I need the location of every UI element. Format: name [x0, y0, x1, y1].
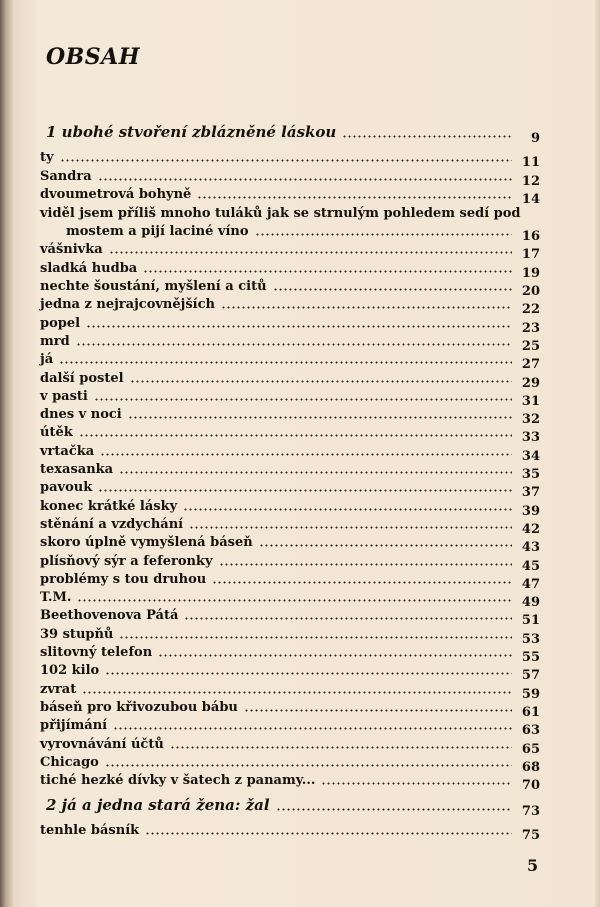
toc-entry-title: dnes v noci: [40, 407, 122, 423]
toc-entry-title: jedna z nejrajcovnějších: [40, 297, 215, 313]
toc-entry: [40, 476, 540, 501]
toc-entry-title: stěnání a vzdychání: [40, 516, 184, 532]
toc-entry-page: 17: [521, 247, 540, 263]
toc-entry-page: 11: [521, 155, 540, 171]
toc-entry-page: 42: [521, 521, 540, 537]
dot-leader: [145, 832, 512, 835]
toc-entry-title: 1 ubohé stvoření zblázněné láskou: [46, 123, 337, 141]
toc-entry: [40, 641, 540, 666]
toc-entry-title: mrd: [40, 333, 70, 349]
toc-entry-page: 20: [521, 284, 540, 300]
toc-entry: [40, 714, 540, 739]
toc-entry-page: 57: [521, 668, 540, 684]
toc-entry-page: 47: [521, 576, 540, 592]
toc-entry: [40, 403, 540, 428]
toc-section: [40, 791, 540, 820]
toc-entry-page: 16: [521, 229, 540, 245]
dot-leader: [94, 398, 512, 401]
toc-entry-page: 61: [521, 704, 540, 720]
toc-entry-title: vyrovnávání účtů: [40, 736, 164, 752]
toc-entry-title: mostem a pijí laciné víno: [66, 224, 249, 240]
toc-entry-title: útěk: [40, 425, 73, 441]
toc-entry-title: 39 stupňů: [40, 626, 114, 642]
dot-leader: [105, 672, 512, 675]
toc-entry-title: popel: [40, 315, 81, 331]
toc-entry-page: 34: [521, 448, 540, 464]
toc-entry-title: Sandra: [40, 168, 92, 184]
page-title: OBSAH: [46, 44, 141, 70]
dot-leader: [113, 727, 512, 730]
page-number: 5: [527, 856, 539, 875]
toc-entry-title: 2 já a jedna stará žena: žal: [46, 796, 270, 815]
toc-entry-page: 33: [521, 430, 540, 446]
dot-leader: [79, 434, 512, 437]
toc-entry: [40, 769, 540, 794]
dot-leader: [170, 746, 512, 749]
dot-leader: [119, 636, 512, 639]
toc-entry-title: báseň pro křivozubou bábu: [40, 699, 238, 715]
toc-entry-title: pavouk: [40, 480, 93, 496]
dot-leader: [60, 159, 512, 162]
toc-entry-page: 68: [521, 759, 540, 775]
toc-entry: [40, 385, 540, 409]
dot-leader: [273, 288, 512, 291]
toc-entry-title: slitovný telefon: [40, 645, 153, 661]
toc-entry-page: 12: [521, 173, 540, 189]
toc-entry-title: sladká hudba: [40, 260, 138, 276]
toc-entry-page: 22: [521, 302, 540, 318]
toc-entry: [40, 568, 540, 592]
toc-entry-title: tiché hezké dívky v šatech z panamy...: [40, 773, 316, 789]
toc-entry-page: 25: [521, 338, 540, 354]
toc-entry-title: texasanka: [40, 462, 114, 478]
toc-entry-title: v pasti: [40, 388, 88, 404]
toc-entry-page: 45: [521, 558, 540, 574]
toc-entry-title: Chicago: [40, 754, 99, 770]
toc-entry-title: plísňový sýr a feferonky: [40, 553, 213, 569]
dot-leader: [86, 325, 512, 328]
toc-entry-title: další postel: [40, 370, 124, 386]
dot-leader: [82, 691, 512, 694]
toc-entry-title: skoro úplně vymyšlená báseň: [40, 535, 253, 551]
toc-entry-title: T.M.: [40, 590, 72, 606]
toc-entry: [40, 677, 540, 702]
toc-entry: [40, 164, 540, 189]
dot-leader: [184, 617, 512, 620]
dot-leader: [219, 563, 513, 566]
toc-entry-page: 32: [521, 412, 540, 428]
toc-section: [40, 118, 540, 146]
toc-entry: [40, 513, 540, 537]
toc-entry-title: problémy s tou druhou: [40, 571, 207, 587]
toc-entry-page: 73: [521, 804, 540, 820]
dot-leader: [259, 544, 512, 547]
toc-entry-title: ty: [40, 150, 54, 166]
toc-entry-page: 14: [521, 191, 540, 207]
dot-leader: [109, 251, 512, 254]
toc-entry: [40, 696, 540, 720]
toc-entry: [40, 348, 540, 373]
toc-entry-title: přijímání: [40, 718, 108, 734]
toc-entry-page: 37: [521, 485, 540, 501]
toc-entry: [40, 146, 540, 171]
toc-entry-title: vrtačka: [40, 443, 95, 459]
toc-entry-page: 29: [521, 375, 540, 391]
toc-entry-page: 23: [521, 320, 540, 336]
toc-entry-title: viděl jsem příliš mnoho tuláků jak se strnulým pohledem sedí pod: [40, 205, 521, 221]
dot-leader: [59, 361, 512, 364]
toc-entry-title: tenhle básník: [40, 823, 140, 839]
toc-entry: [40, 183, 540, 207]
toc-entry-title: konec krátké lásky: [40, 498, 178, 514]
toc-entry: [40, 458, 540, 483]
toc-entry: [40, 311, 540, 336]
dot-leader: [342, 135, 512, 138]
dot-leader: [119, 471, 512, 474]
toc-entry-page: 65: [521, 741, 540, 757]
dot-leader: [321, 782, 512, 785]
dot-leader: [143, 270, 512, 273]
dot-leader: [128, 416, 512, 419]
dot-leader: [130, 380, 512, 383]
toc-entry: [40, 238, 540, 263]
toc-entry-page: 51: [521, 613, 540, 629]
toc-entry-page: 70: [521, 778, 540, 794]
dot-leader: [197, 196, 512, 199]
toc-entry-page: 19: [521, 265, 540, 281]
page-edge: [594, 0, 600, 907]
dot-leader: [98, 178, 512, 181]
toc-entry: [40, 659, 540, 684]
toc-entry-page: 27: [521, 357, 540, 373]
toc-entry: [40, 421, 540, 446]
toc-entry: [40, 531, 540, 556]
toc-entry-page: 39: [521, 503, 540, 519]
toc-entry-title: Beethovenova Pátá: [40, 608, 179, 624]
toc-entry: [40, 819, 540, 844]
toc-entry-title: zvrat: [40, 681, 77, 697]
toc-entry: [40, 586, 540, 611]
toc-entry: [40, 220, 540, 245]
toc-entry: [40, 293, 540, 318]
toc-entry: [40, 201, 540, 220]
toc-entry: [40, 604, 540, 629]
dot-leader: [158, 654, 512, 657]
dot-leader: [244, 709, 512, 712]
toc-entry-title: já: [40, 352, 54, 368]
toc-entry: [40, 439, 540, 464]
toc-entry: [40, 751, 540, 775]
toc-entry-page: 55: [521, 650, 540, 666]
dot-leader: [189, 526, 512, 529]
dot-leader: [276, 808, 512, 811]
dot-leader: [100, 453, 512, 456]
dot-leader: [77, 599, 512, 602]
toc-entry-page: 49: [521, 595, 540, 611]
dot-leader: [212, 581, 512, 584]
toc-entry-page: 63: [521, 723, 540, 739]
dot-leader: [221, 306, 512, 309]
toc-entry: [40, 494, 540, 519]
toc-entry-title: 102 kilo: [40, 663, 100, 679]
toc-entry: [40, 330, 540, 354]
table-of-contents: [40, 118, 540, 844]
toc-entry-page: 35: [521, 467, 540, 483]
toc-entry-title: nechte šoustání, myšlení a citů: [40, 279, 267, 295]
toc-entry-page: 75: [521, 828, 540, 844]
dot-leader: [105, 764, 512, 767]
dot-leader: [98, 489, 512, 492]
toc-entry: [40, 549, 540, 574]
toc-entry: [40, 732, 540, 757]
toc-entry-page: 9: [530, 131, 540, 146]
toc-entry: [40, 275, 540, 300]
toc-entry: [40, 256, 540, 281]
dot-leader: [183, 508, 512, 511]
dot-leader: [76, 343, 512, 346]
toc-entry: [40, 622, 540, 647]
toc-entry-page: 59: [521, 686, 540, 702]
toc-entry-page: 53: [521, 631, 540, 647]
toc-entry-title: vášnivka: [40, 242, 103, 258]
toc-entry-page: 31: [521, 393, 540, 409]
toc-entry-page: 43: [521, 540, 540, 556]
dot-leader: [255, 233, 512, 236]
toc-entry: [40, 366, 540, 391]
toc-entry-title: dvoumetrová bohyně: [40, 186, 192, 202]
